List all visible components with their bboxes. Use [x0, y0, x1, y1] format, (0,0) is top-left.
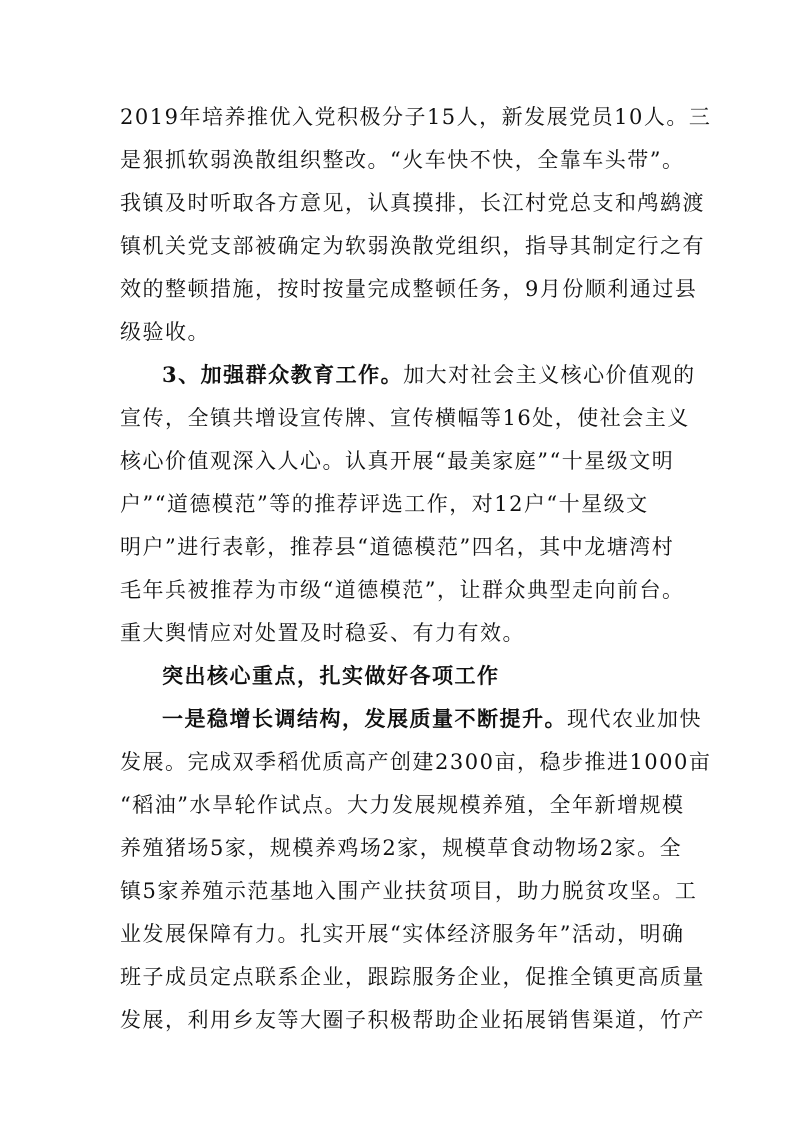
section-3-text: 加大对社会主义核心价值观的 — [403, 363, 696, 387]
body-text-line: 宣传，全镇共增设宣传牌、宣传横幅等16处，使社会主义 — [120, 406, 690, 430]
body-text-line: 发展，利用乡友等大圈子积极帮助企业拓展销售渠道，竹产 — [120, 1008, 705, 1032]
body-text-line: 养殖猪场5家，规模养鸡场2家，规模草食动物场2家。全 — [120, 836, 683, 860]
section-one-first-line — [162, 706, 722, 732]
body-text-line: 毛年兵被推荐为市级“道德模范”，让群众典型走向前台。 — [120, 578, 685, 602]
body-text-line: 2019年培养推优入党积极分子15人，新发展党员10人。三 — [120, 105, 712, 129]
body-text-line: 发展。完成双季稻优质高产创建2300亩，稳步推进1000亩 — [120, 750, 712, 774]
body-text-line: 班子成员定点联系企业，跟踪服务企业，促推全镇更高质量 — [120, 965, 705, 989]
section-3-first-line — [162, 362, 722, 388]
body-text-line: “稻油”水旱轮作试点。大力发展规模养殖，全年新增规模 — [120, 793, 685, 817]
body-text-line: 明户”进行表彰，推荐县“道德模范”四名，其中龙塘湾村 — [120, 535, 675, 559]
body-text-line: 镇机关党支部被确定为软弱涣散党组织，指导其制定行之有 — [120, 234, 705, 258]
body-text-line: 业发展保障有力。扎实开展“实体经济服务年”活动，明确 — [120, 922, 685, 946]
body-text-line: 重大舆情应对处置及时稳妥、有力有效。 — [120, 621, 525, 645]
section-one-heading: 一是稳增长调结构，发展质量不断提升。 — [162, 706, 567, 731]
body-text-line: 级验收。 — [120, 320, 210, 344]
section-heading: 突出核心重点，扎实做好各项工作 — [162, 663, 500, 688]
body-text-line: 镇5家养殖示范基地入围产业扶贫项目，助力脱贫攻坚。工 — [120, 879, 698, 903]
body-text-line: 是狠抓软弱涣散组织整改。“火车快不快，全靠车头带”。 — [120, 148, 685, 172]
body-text-line: 效的整顿措施，按时按量完成整顿任务，9月份顺利通过县 — [120, 277, 698, 301]
section-3-heading: 3、加强群众教育工作。 — [162, 362, 404, 387]
body-text-line: 户”“道德模范”等的推荐评选工作，对12户“十星级文 — [120, 492, 649, 516]
body-text-line: 我镇及时听取各方意见，认真摸排，长江村党总支和鸬鹚渡 — [120, 191, 705, 215]
section-one-text: 现代农业加快 — [567, 707, 702, 731]
body-text-line: 核心价值观深入人心。认真开展“最美家庭”“十星级文明 — [120, 449, 675, 473]
